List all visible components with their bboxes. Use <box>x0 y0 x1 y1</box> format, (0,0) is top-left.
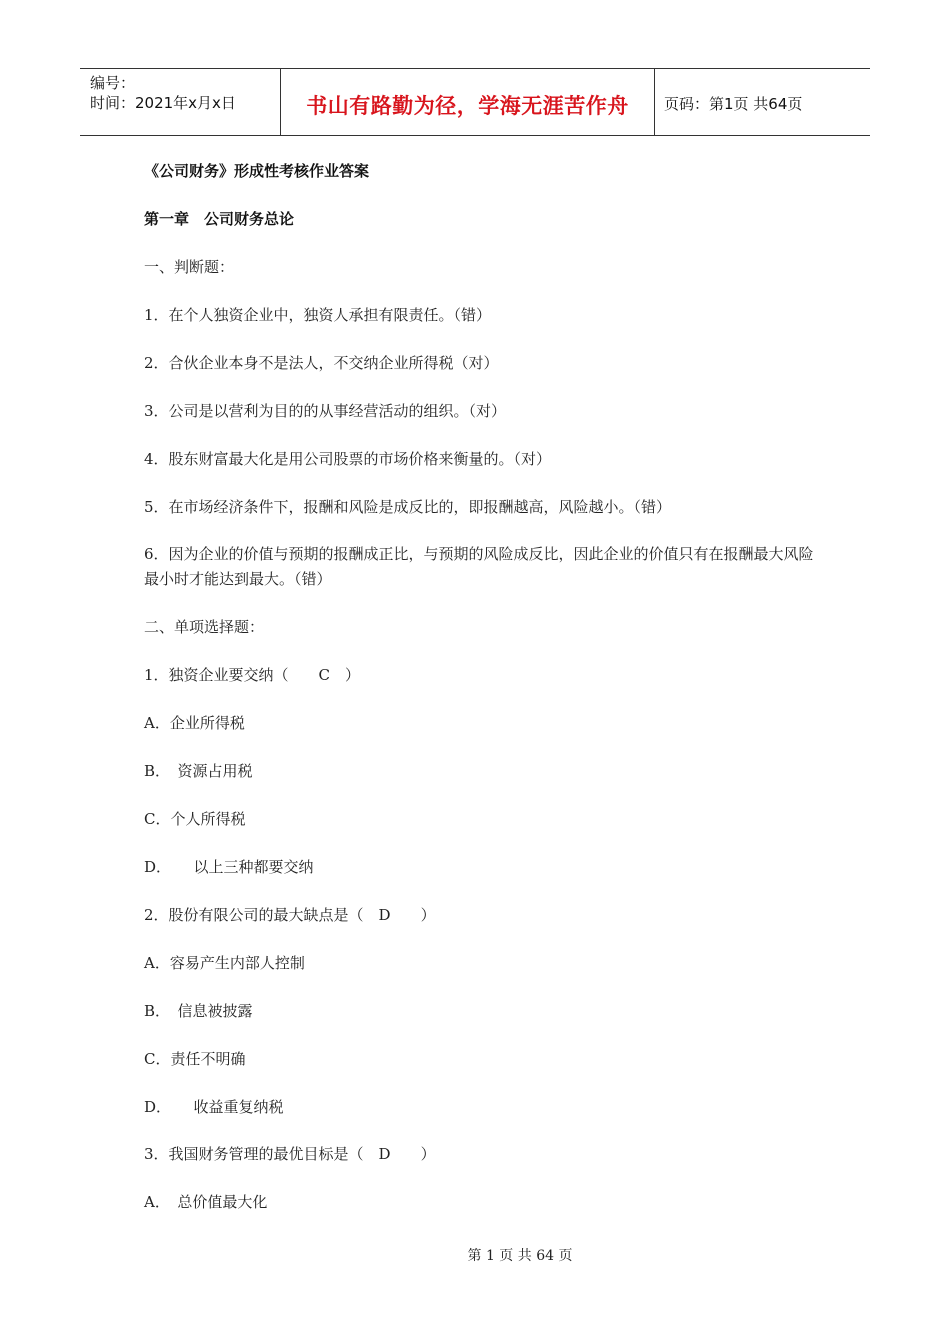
choice-option: A．企业所得税 <box>144 714 245 732</box>
choice-option: A．容易产生内部人控制 <box>144 954 305 972</box>
choice-question: 2．股份有限公司的最大缺点是（ D ） <box>144 906 436 924</box>
section-heading-judgment: 一、判断题： <box>144 258 235 276</box>
choice-option: A． 总价值最大化 <box>144 1193 268 1211</box>
choice-question: 3．我国财务管理的最优目标是（ D ） <box>144 1145 436 1163</box>
judgment-item: 2．合伙企业本身不是法人，不交纳企业所得税（对） <box>144 354 499 372</box>
judgment-item: 6．因为企业的价值与预期的报酬成正比，与预期的风险成反比，因此企业的价值只有在报酬最大风险最小时才能达到最大。（错） <box>144 545 814 588</box>
choice-option: B． 信息被披露 <box>144 1002 253 1020</box>
choice-question: 1．独资企业要交纳（ C ） <box>144 666 361 684</box>
chapter-heading: 第一章 公司财务总论 <box>144 210 295 228</box>
page-footer: 第 1 页 共 64 页 <box>467 1248 573 1264</box>
choice-option: C．个人所得税 <box>144 810 246 828</box>
choice-option: C．责任不明确 <box>144 1050 246 1068</box>
judgment-item: 1．在个人独资企业中，独资人承担有限责任。（错） <box>144 306 492 324</box>
judgment-item: 5．在市场经济条件下，报酬和风险是成反比的，即报酬越高，风险越小。（错） <box>144 498 672 516</box>
section-heading-choice: 二、单项选择题： <box>144 618 265 636</box>
time-label: 时间：2021年x月x日 <box>90 94 236 112</box>
header-page-info: 页码：第1页 共64页 <box>664 94 803 113</box>
document-title: 《公司财务》形成性考核作业答案 <box>144 162 370 180</box>
choice-option: D． 收益重复纳税 <box>144 1098 284 1116</box>
number-label: 编号： <box>90 74 136 92</box>
judgment-item: 3．公司是以营利为目的的从事经营活动的组织。（对） <box>144 402 507 420</box>
header-meta <box>80 69 281 135</box>
choice-option: D． 以上三种都要交纳 <box>144 858 314 876</box>
choice-option: B． 资源占用税 <box>144 762 253 780</box>
judgment-item: 4．股东财富最大化是用公司股票的市场价格来衡量的。（对） <box>144 450 552 468</box>
header-motto: 书山有路勤为径，学海无涯苦作舟 <box>281 69 655 135</box>
page-header <box>80 68 870 136</box>
